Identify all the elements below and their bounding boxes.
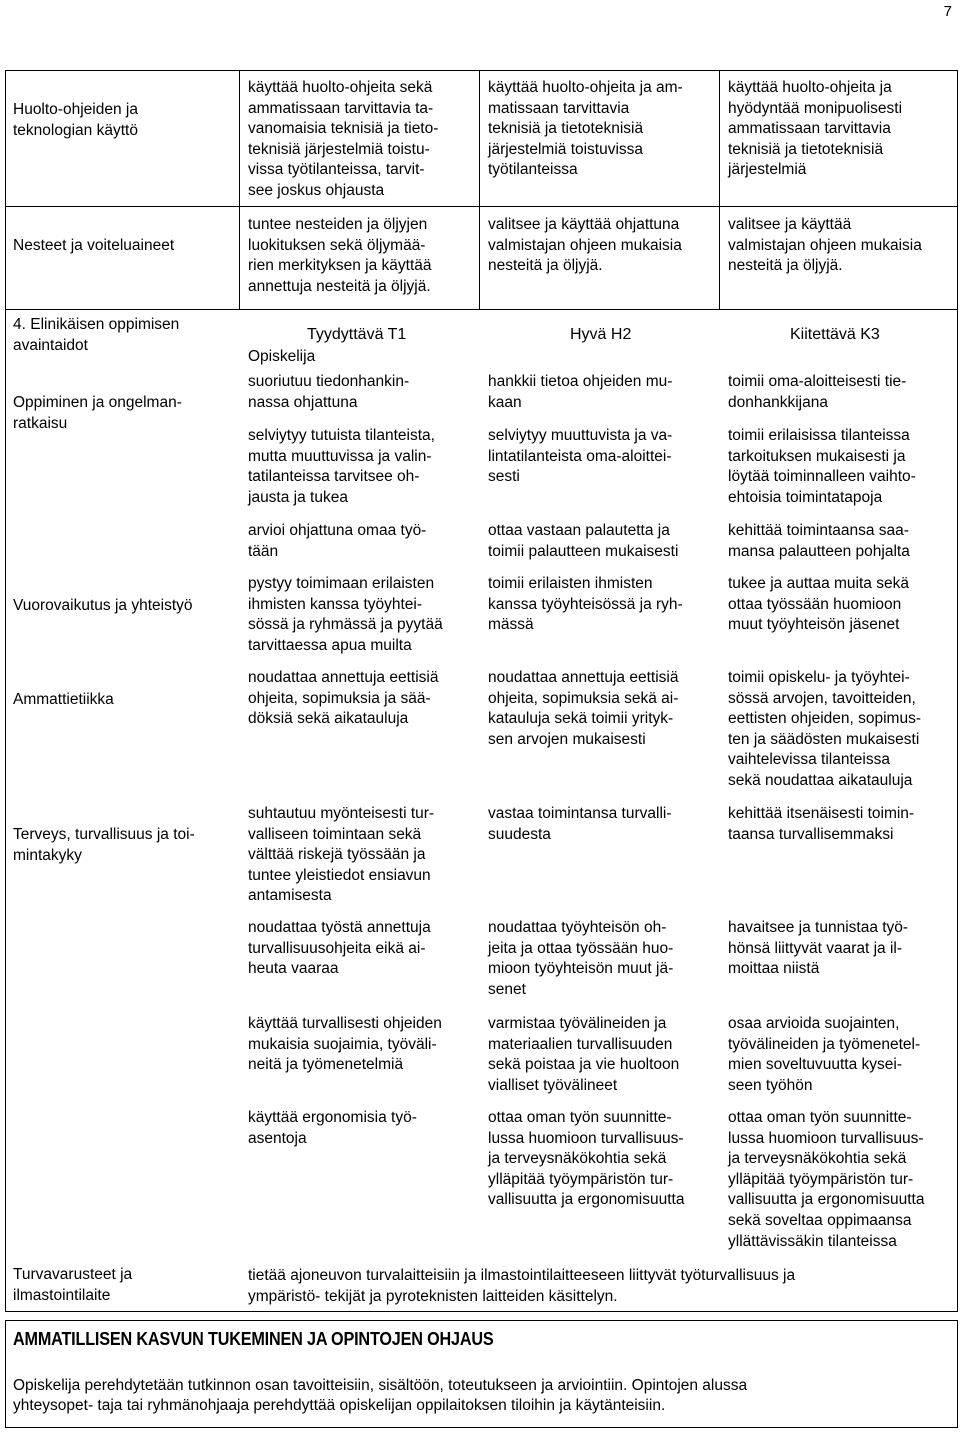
column-divider — [719, 70, 720, 310]
t1-cell: käyttää turvallisesti ohjeiden mukaisia suojaimia, työväli- neitä ja työmenetelmiä — [248, 1015, 442, 1074]
k3-cell: kehittää toimintaansa saa- mansa palautteen pohjalta — [728, 522, 910, 560]
h2-cell: noudattaa annettuja eettisiä ohjeita, sopimuksia sekä ai- katauluja sekä toimii yrityk- sen arvojen mukaisesti — [488, 669, 679, 748]
k3-maintenance: käyttää huolto-ohjeita ja hyödyntää monipuolisesti ammatissaan tarvittavia teknisiä ja tietoteknisiä järjestelmiä — [728, 79, 903, 179]
t1-fluids: tuntee nesteiden ja öljyjen luokituksen sekä öljymää- rien merkityksen ja käyttää annettuja nesteitä ja öljyjä. — [248, 216, 432, 295]
h2-cell: ottaa vastaan palautetta ja toimii palautteen mukaisesti — [488, 522, 679, 560]
h2-fluids: valitsee ja käyttää ohjattuna valmistajan ohjeen mukaisia nesteitä ja öljyjä. — [488, 216, 682, 275]
row-label-fluids: Nesteet ja voiteluaineet — [13, 237, 175, 254]
t1-cell: noudattaa annettuja eettisiä ohjeita, sopimuksia ja sää- döksiä sekä aikatauluja — [248, 669, 439, 728]
t1-maintenance: käyttää huolto-ohjeita sekä ammatissaan tarvittavia ta- vanomaisia teknisiä ja tieto- teknisiä järjestelmiä toistu- vissa työtilanteissa, tarvit- see joskus ohjausta — [248, 79, 439, 199]
t1-cell: arvioi ohjattuna omaa työ- tään — [248, 522, 427, 560]
k3-fluids: valitsee ja käyttää valmistajan ohjeen mukaisia nesteitä ja öljyjä. — [728, 216, 922, 275]
row-label-maintenance: Huolto-ohjeiden ja teknologian käyttö — [13, 101, 138, 139]
h2-cell: noudattaa työyhteisön oh- jeita ja ottaa työssään huo- mioon työyhteisön muut jä- senet — [488, 919, 674, 998]
guidance-title: AMMATILLISEN KASVUN TUKEMINEN JA OPINTOJEN OHJAUS — [13, 1329, 494, 1349]
h2-cell: toimii erilaisten ihmisten kanssa työyhteisössä ja ryh- mässä — [488, 575, 683, 634]
k3-cell: toimii oma-aloitteisesti tie- donhankkijana — [728, 373, 907, 411]
t1-cell: käyttää ergonomisia työ- asentoja — [248, 1109, 417, 1147]
column-divider — [239, 70, 240, 310]
protection-text: tietää ajoneuvon turvalaitteisiin ja ilmastointilaitteeseen liittyvät työturvallisuus ja ympäristö- tekijät ja pyroteknisten laitteiden käsittelyn. — [248, 1267, 796, 1305]
t1-cell: pystyy toimimaan erilaisten ihmisten kanssa työyhtei- sössä ja ryhmässä ja pyytää tarvittaessa apua muilta — [248, 575, 443, 654]
k3-cell: kehittää itsenäisesti toimin- taansa turvallisemmaksi — [728, 805, 915, 843]
t1-cell: selviytyy tutuista tilanteista, mutta muuttuvissa ja valin- tatilanteissa tarvitsee oh- jausta ja tukea — [248, 427, 435, 506]
h2-cell: varmistaa työvälineiden ja materiaalien turvallisuuden sekä poistaa ja vie huoltoon vialliset työvälineet — [488, 1015, 680, 1094]
section4-title: 4. Elinikäisen oppimisen avaintaidot — [13, 316, 180, 354]
label-protection: Turvavarusteet ja ilmastointilaite — [13, 1266, 133, 1304]
k3-cell: toimii erilaisissa tilanteissa tarkoituksen mukaisesti ja löytää toiminnalleen vaihto- ehtoisia toimintatapoja — [728, 427, 916, 506]
k3-cell: ottaa oman työn suunnitte- lussa huomioon turvallisuus- ja terveysnäkökohtia sekä ylläpitää työympäristön tur- vallisuutta ja ergonomisuutta sekä soveltaa oppimaansa yllättävissäkin tilanteissa — [728, 1109, 925, 1250]
label-learning: Oppiminen ja ongelman- ratkaisu — [13, 394, 182, 432]
t1-cell: suoriutuu tiedonhankin- nassa ohjattuna — [248, 373, 410, 411]
k3-cell: osaa arvioida suojainten, työvälineiden ja työmenetel- mien soveltuvuutta kysei- seen työhön — [728, 1015, 921, 1094]
row-divider — [5, 206, 958, 207]
label-health: Terveys, turvallisuus ja toi- mintakyky — [13, 826, 195, 864]
label-ethics: Ammattietiikka — [13, 691, 114, 708]
student-subheader: Opiskelija — [248, 348, 316, 365]
h2-cell: hankkii tietoa ohjeiden mu- kaan — [488, 373, 673, 411]
k3-cell: toimii opiskelu- ja työyhtei- sössä arvojen, tavoitteiden, eettisten ohjeiden, sopimus- ten ja säädösten mukaisesti vaihtelevissa tilanteissa sekä noudattaa aikatauluja — [728, 669, 922, 789]
h2-cell: selviytyy muuttuvista ja va- lintatilanteista oma-aloittei- sesti — [488, 427, 673, 486]
column-divider — [479, 70, 480, 310]
guidance-body: Opiskelija perehdytetään tutkinnon osan tavoitteisiin, sisältöön, toteutukseen ja arviointiin. Opintojen alussa yhteysopet- taja tai ryhmänohjaaja perehdyttää opiskelijan oppilaitoksen tiloihin ja käytänteisiin. — [13, 1377, 748, 1414]
k3-cell: havaitsee ja tunnistaa työ- hönsä liittyvät vaarat ja il- moittaa niistä — [728, 919, 909, 978]
grade-header-k3: Kiitettävä K3 — [790, 326, 880, 343]
grade-header-t1: Tyydyttävä T1 — [307, 326, 407, 343]
h2-maintenance: käyttää huolto-ohjeita ja am- matissaan tarvittavia teknisiä ja tietoteknisiä järjestelmiä toistuvissa työtilanteissa — [488, 79, 683, 179]
h2-cell: ottaa oman työn suunnitte- lussa huomioon turvallisuus- ja terveysnäkökohtia sekä ylläpitää työympäristön tur- vallisuutta ja ergonomisuutta — [488, 1109, 685, 1209]
label-interaction: Vuorovaikutus ja yhteistyö — [13, 597, 193, 614]
k3-cell: tukee ja auttaa muita sekä ottaa työssään huomioon muut työyhteisön jäsenet — [728, 575, 909, 634]
t1-cell: noudattaa työstä annettuja turvallisuusohjeita eikä ai- heuta vaaraa — [248, 919, 431, 978]
row-divider — [5, 309, 958, 310]
h2-cell: vastaa toimintansa turvalli- suudesta — [488, 805, 672, 843]
grade-header-h2: Hyvä H2 — [570, 326, 632, 343]
page-number: 7 — [943, 3, 952, 20]
t1-cell: suhtautuu myönteisesti tur- valliseen toimintaan sekä välttää riskejä työssään ja tuntee yleistiedot ensiavun antamisesta — [248, 805, 435, 905]
